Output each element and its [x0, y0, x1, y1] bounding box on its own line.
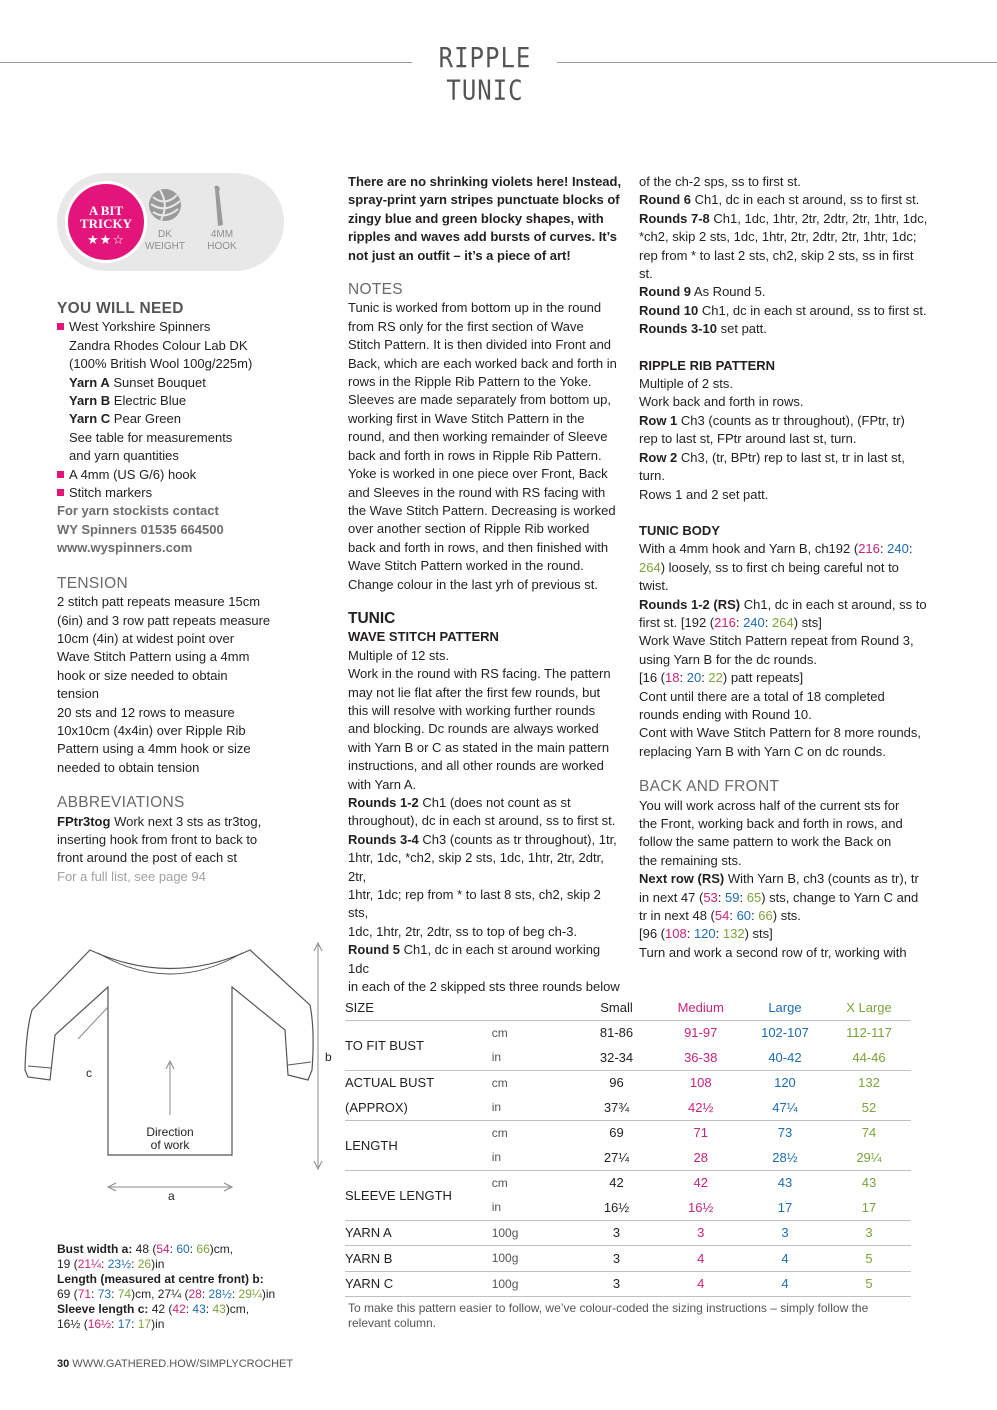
notes-line: round, and then working remainder of Sleeve	[348, 429, 608, 445]
tension-line: 2 stitch patt repeats measure 15cm	[57, 594, 261, 610]
intro-line: spray-print yarn stripes punctuate blocks of	[348, 192, 620, 208]
table-cell: 32-34	[575, 1045, 659, 1070]
table-cell: 47¼	[743, 1095, 827, 1120]
pattern-line: of the ch-2 sps, ss to first st.	[639, 174, 801, 189]
pattern-line: Next row (RS) With Yarn B, ch3 (counts as tr), tr	[639, 871, 919, 887]
table-cell: ACTUAL BUST	[345, 1075, 435, 1091]
ripple-rib-heading: RIPPLE RIB PATTERN	[639, 357, 776, 373]
tension-line: hook or size needed to obtain	[57, 667, 228, 683]
table-cell: 16½	[575, 1195, 659, 1220]
crochet-hook-icon	[209, 185, 229, 227]
notes-line: and Sleeves in the round with RS facing with	[348, 484, 606, 500]
table-cell: 4	[743, 1271, 827, 1297]
table-cell: 100g	[492, 1220, 575, 1246]
table-note: To make this pattern easier to follow, we’ve colour-coded the sizing instructions – simply follow the relevant column.	[348, 1301, 869, 1330]
bullet-square-icon	[57, 471, 64, 478]
table-cell: YARN B	[345, 1246, 492, 1272]
table-row	[345, 1095, 911, 1120]
notes-line: Change colour in the last yrh of previous st.	[348, 576, 599, 592]
right-column	[639, 173, 929, 962]
sleeve-length-line: Sleeve length c: 42 (42: 43: 43)cm,	[57, 1302, 250, 1316]
notes-line: back and forth in rows, and then finished with	[348, 539, 609, 555]
notes-line: working first in Wave Stitch Pattern in the	[348, 410, 585, 426]
round-line: 1dc, 1htr, 2tr, 2dtr, ss to top of beg ch-3.	[348, 923, 578, 939]
pattern-line: follow the same pattern to work the Back on	[639, 834, 892, 850]
pattern-line: Work back and forth in rows.	[639, 394, 804, 410]
tunic-body-heading: TUNIC BODY	[639, 522, 720, 538]
round-line: throughout), dc in each st around, ss to first st.	[348, 813, 616, 829]
list-item: Stitch markers	[57, 484, 282, 502]
notes-line: over another section of Ripple Rib worked	[348, 521, 590, 537]
table-cell: 102-107	[761, 1025, 809, 1041]
table-cell: Large	[743, 995, 827, 1020]
table-cell: 5	[827, 1246, 911, 1272]
pattern-line: Rounds 1-2 (RS) Ch1, dc in each st around, ss to	[639, 596, 927, 612]
arrow-c	[78, 1007, 108, 1039]
round-line: in each of the 2 skipped sts three rounds below	[348, 979, 620, 995]
pattern-line: 264) loosely, ss to first ch being careful not to	[639, 559, 899, 575]
table-cell: 36-38	[658, 1045, 742, 1070]
table-cell: 120	[774, 1075, 796, 1091]
wave-line: and blocking. Dc rounds are always worked	[348, 721, 599, 737]
list-item: West Yorkshire Spinners	[57, 318, 282, 336]
table-cell: 69	[609, 1125, 624, 1141]
tension-line: 10x10cm (4x4in) over Ripple Rib	[57, 722, 246, 738]
abbreviation-line: inserting hook from front to back to	[57, 831, 258, 847]
table-cell: 17	[743, 1195, 827, 1220]
size-table	[345, 995, 911, 1297]
pattern-line: turn.	[639, 468, 666, 484]
measurements-block	[57, 1242, 297, 1332]
table-cell: 100g	[492, 1246, 575, 1272]
full-list-reference: For a full list, see page 94	[57, 868, 206, 884]
table-cell: (APPROX)	[345, 1095, 492, 1120]
table-cell: 132	[858, 1075, 880, 1091]
page-footer	[57, 1358, 293, 1370]
abbreviation-line: FPtr3tog Work next 3 sts as tr3tog,	[57, 813, 262, 829]
pattern-line: Work Wave Stitch Pattern repeat from Round 3,	[639, 633, 914, 649]
list-item-line: (100% British Wool 100g/225m)	[69, 356, 253, 372]
wave-line: this will resolve with working further rounds	[348, 702, 596, 718]
intro-line: zingy blue and green blocky shapes, with	[348, 210, 604, 226]
header-rule-right	[557, 62, 997, 63]
diagram-label-c: c	[86, 1066, 92, 1080]
pattern-line: tr in next 48 (54: 60: 66) sts.	[639, 908, 801, 924]
stockists-phone: WY Spinners 01535 664500	[57, 521, 224, 537]
length-line: 69 (71: 73: 74)cm, 27¼ (28: 28½: 29¼)in	[57, 1287, 276, 1301]
tension-heading: TENSION	[57, 574, 128, 592]
pattern-line: With a 4mm hook and Yarn B, ch192 (216: 240:	[639, 541, 913, 557]
tension-line: 20 sts and 12 rows to measure	[57, 704, 235, 720]
table-cell: 40-42	[743, 1045, 827, 1070]
intro-line: There are no shrinking violets here! Instead,	[348, 174, 622, 189]
yarn-ball-icon	[147, 187, 183, 223]
notes-line: Yoke is worked in one piece over Front, Back	[348, 466, 608, 482]
table-cell: 3	[827, 1220, 911, 1246]
table-cell: Medium	[658, 995, 742, 1020]
table-cell: 3	[658, 1220, 742, 1246]
table-cell: cm	[491, 1125, 508, 1140]
table-cell: 43	[861, 1175, 877, 1191]
table-cell: 96	[609, 1075, 624, 1091]
table-cell: 52	[827, 1095, 911, 1120]
pattern-line: the Front, working back and forth in rows, and	[639, 816, 903, 831]
pattern-line: rep to last st, FPtr around last st, turn.	[639, 431, 857, 447]
wave-line: Work in the round with RS facing. The pattern	[348, 666, 611, 682]
table-cell: 42	[693, 1175, 708, 1191]
table-cell: 71	[693, 1125, 708, 1141]
you-will-need-heading: YOU WILL NEED	[57, 300, 184, 317]
stockists-website: www.wyspinners.com	[57, 540, 193, 556]
table-cell: 5	[827, 1271, 911, 1297]
abbreviation-line: front around the post of each st	[57, 850, 237, 866]
pattern-line: Round 6 Ch1, dc in each st around, ss to first st.	[639, 192, 920, 208]
abbreviations-heading: ABBREVIATIONS	[57, 794, 185, 812]
table-cell: 74	[861, 1125, 877, 1141]
list-item-line: and yarn quantities	[69, 448, 179, 464]
table-cell: LENGTH	[345, 1120, 492, 1170]
difficulty-badge	[57, 173, 284, 271]
table-cell: 42½	[658, 1095, 742, 1120]
tension-line: Pattern using a 4mm hook or size	[57, 741, 251, 757]
table-cell: 3	[575, 1246, 659, 1272]
pattern-line: Rounds 3-10 set patt.	[639, 321, 767, 337]
header-rule-left	[0, 62, 412, 63]
notes-line: the Wave Stitch Pattern. Decreasing is worked	[348, 502, 616, 518]
stockists-line: For yarn stockists contact	[57, 503, 219, 519]
yarn-a-line: Yarn A Sunset Bouquet	[69, 374, 206, 390]
table-cell: 3	[743, 1220, 827, 1246]
table-cell: in	[492, 1195, 575, 1220]
pattern-line: Round 10 Ch1, dc in each st around, ss to first st.	[639, 302, 927, 318]
difficulty-line2: TRICKY	[79, 216, 132, 231]
table-cell: 4	[658, 1271, 742, 1297]
pattern-line: Row 2 Ch3, (tr, BPtr) rep to last st, tr in last st,	[639, 449, 905, 465]
pattern-line: twist.	[639, 578, 669, 594]
pattern-line: rep from * to last 2 sts, ch2, skip 2 sts, ss in first st.	[639, 247, 914, 282]
table-cell: YARN C	[345, 1271, 492, 1297]
footer-url: WWW.GATHERED.HOW/SIMPLYCROCHET	[69, 1358, 294, 1370]
table-cell: 17	[827, 1195, 911, 1220]
list-item-line: See table for measurements	[69, 429, 233, 445]
length-label: Length (measured at centre front) b:	[57, 1272, 264, 1286]
pattern-line: first st. [192 (216: 240: 264) sts]	[639, 614, 822, 630]
table-row	[345, 1271, 911, 1297]
yarn-b-line: Yarn B Electric Blue	[69, 393, 187, 409]
page-number: 30	[57, 1358, 70, 1370]
tension-line: Wave Stitch Pattern using a 4mm	[57, 649, 250, 665]
round-line: 1htr, 1dc; rep from * to last 8 sts, ch2, skip 2 sts,	[348, 887, 601, 921]
table-cell: 44-46	[827, 1045, 911, 1070]
table-cell: 29¼	[827, 1145, 911, 1170]
table-row	[345, 1020, 911, 1045]
round-line: Rounds 3-4 Ch3 (counts as tr throughout), 1tr,	[348, 831, 617, 847]
table-cell: SIZE	[345, 995, 492, 1020]
pattern-line: Rounds 7-8 Ch1, 1dc, 1htr, 2tr, 2dtr, 2tr, 1htr, 1dc,	[639, 210, 928, 226]
pattern-line: replacing Yarn B with Yarn C on dc rounds.	[639, 743, 886, 759]
table-cell: 42	[609, 1175, 624, 1191]
table-cell: 28	[658, 1145, 742, 1170]
table-cell: cm	[491, 1025, 508, 1040]
bullet-square-icon	[57, 489, 64, 496]
pattern-line: Round 9 As Round 5.	[639, 284, 766, 300]
difficulty-stars: ★★☆	[87, 232, 125, 247]
sleeve-length-line: 16½ (16½: 17: 17)in	[57, 1317, 165, 1331]
round-line: Rounds 1-2 Ch1 (does not count as st	[348, 795, 571, 810]
intro-line: not just an outfit – it’s a piece of art!	[348, 247, 571, 263]
table-cell: 73	[777, 1125, 793, 1141]
difficulty-line1: A BIT	[88, 203, 124, 218]
table-cell: in	[492, 1145, 575, 1170]
table-cell: 108	[689, 1075, 712, 1091]
table-row	[345, 1070, 911, 1095]
table-cell: cm	[491, 1075, 508, 1090]
yarn-c-line: Yarn C Pear Green	[69, 411, 182, 427]
table-cell: SLEEVE LENGTH	[345, 1170, 492, 1220]
pattern-line: Row 1 Ch3 (counts as tr throughout), (FPtr, tr)	[639, 412, 905, 428]
bust-width-line: Bust width a: 48 (54: 60: 66)cm,	[57, 1242, 234, 1256]
hook-size-label: 4MM HOOK	[207, 229, 237, 252]
intro-line: ripples and waves add bursts of curves. It’s	[348, 229, 617, 245]
wave-line: with Yarn A.	[348, 776, 417, 792]
pattern-line: Cont with Wave Stitch Pattern for 8 more rounds,	[639, 725, 922, 741]
pattern-line: in next 47 (53: 59: 65) sts, change to Yarn C and	[639, 889, 919, 905]
table-cell: 37¾	[575, 1095, 659, 1120]
pattern-line: You will work across half of the current sts for	[639, 797, 900, 813]
table-cell: 27¼	[575, 1145, 659, 1170]
bullet-square-icon	[57, 323, 64, 330]
pattern-line: Multiple of 2 sts.	[639, 376, 733, 392]
notes-line: Wave Stitch Pattern worked in the round.	[348, 558, 584, 574]
difficulty-circle	[65, 181, 147, 263]
table-cell: 100g	[492, 1271, 575, 1297]
wave-stitch-heading: WAVE STITCH PATTERN	[348, 629, 499, 645]
table-cell: 43	[777, 1175, 793, 1191]
notes-line: rows in the Ripple Rib Pattern to the Yoke.	[348, 374, 592, 390]
table-cell: 91-97	[684, 1025, 718, 1041]
notes-line: from RS only for the first section of Wave	[348, 318, 584, 334]
pattern-line: Cont until there are a total of 18 completed	[639, 688, 885, 704]
notes-heading: NOTES	[348, 281, 403, 299]
bust-width-line: 19 (21¼: 23½: 26)in	[57, 1257, 165, 1271]
table-row	[345, 1170, 911, 1195]
table-row	[345, 1120, 911, 1145]
table-cell: 81-86	[599, 1025, 634, 1041]
notes-line: Stitch Pattern. It is then divided into Front and	[348, 337, 612, 353]
table-header-row	[345, 995, 911, 1020]
direction-of-work-label: Direction of work	[146, 1125, 194, 1152]
table-cell: 4	[743, 1246, 827, 1272]
table-cell: 28½	[743, 1145, 827, 1170]
notes-line: Tunic is worked from bottom up in the round	[348, 300, 602, 316]
wave-line: instructions, and all other rounds are worked	[348, 758, 604, 774]
table-cell: Small	[575, 995, 659, 1020]
tension-line: needed to obtain tension	[57, 759, 200, 775]
pattern-line: *ch2, skip 2 sts, 1dc, 1htr, 2tr, 2dtr, 2tr, 1htr, 1dc;	[639, 229, 917, 245]
pattern-line: rounds ending with Round 10.	[639, 706, 812, 722]
pattern-line: [96 (108: 120: 132) sts]	[639, 926, 773, 942]
table-cell: in	[492, 1045, 575, 1070]
table-cell	[492, 995, 575, 1020]
list-item-line: Zandra Rhodes Colour Lab DK	[69, 337, 248, 353]
middle-column	[348, 173, 623, 996]
back-and-front-heading: BACK AND FRONT	[639, 778, 780, 796]
table-cell: 3	[575, 1271, 659, 1297]
table-cell: 4	[658, 1246, 742, 1272]
multiple-line: Multiple of 12 sts.	[348, 647, 450, 663]
tension-line: (6in) and 3 row patt repeats measure	[57, 612, 271, 628]
tunic-heading: TUNIC	[348, 609, 396, 627]
table-cell: cm	[491, 1175, 508, 1190]
round-line: 1htr, 1dc, *ch2, skip 2 sts, 1dc, 1htr, 2tr, 2dtr, 2tr,	[348, 850, 604, 884]
diagram-label-a: a	[168, 1189, 175, 1203]
tension-line: tension	[57, 686, 99, 702]
pattern-line: [16 (18: 20: 22) patt repeats]	[639, 670, 804, 686]
list-item: A 4mm (US G/6) hook	[57, 466, 282, 484]
notes-line: Sleeves are made separately from bottom up,	[348, 392, 612, 408]
tension-line: 10cm (4in) at widest point over	[57, 630, 235, 646]
left-column	[57, 300, 282, 886]
wave-line: may not lie flat after the first few rounds, but	[348, 684, 601, 700]
table-cell: 16½	[658, 1195, 742, 1220]
round-line: Round 5 Ch1, dc in each st around working 1dc	[348, 942, 601, 976]
pattern-line: the remaining sts.	[639, 852, 742, 868]
page-title: RIPPLE TUNIC	[438, 41, 532, 107]
table-row	[345, 1220, 911, 1246]
diagram-label-b: b	[325, 1050, 332, 1064]
table-cell: TO FIT BUST	[345, 1020, 492, 1070]
table-cell: 3	[575, 1220, 659, 1246]
table-row	[345, 1246, 911, 1272]
pattern-line: Rows 1 and 2 set patt.	[639, 486, 769, 502]
table-cell: X Large	[827, 995, 911, 1020]
yarn-weight-label: DK WEIGHT	[145, 229, 185, 252]
pattern-line: using Yarn B for the dc rounds.	[639, 651, 818, 667]
table-cell: 112-117	[846, 1025, 892, 1041]
tunic-schematic	[20, 935, 340, 1210]
table-cell: YARN A	[345, 1220, 492, 1246]
wave-line: with Yarn B or C as stated in the main pattern	[348, 739, 610, 755]
pattern-line: Turn and work a second row of tr, working with	[639, 944, 907, 960]
notes-line: Back, which are each worked back and forth in	[348, 355, 617, 371]
table-cell: in	[492, 1095, 575, 1120]
notes-line: back and forth in rows in Ripple Rib Pattern.	[348, 447, 602, 463]
